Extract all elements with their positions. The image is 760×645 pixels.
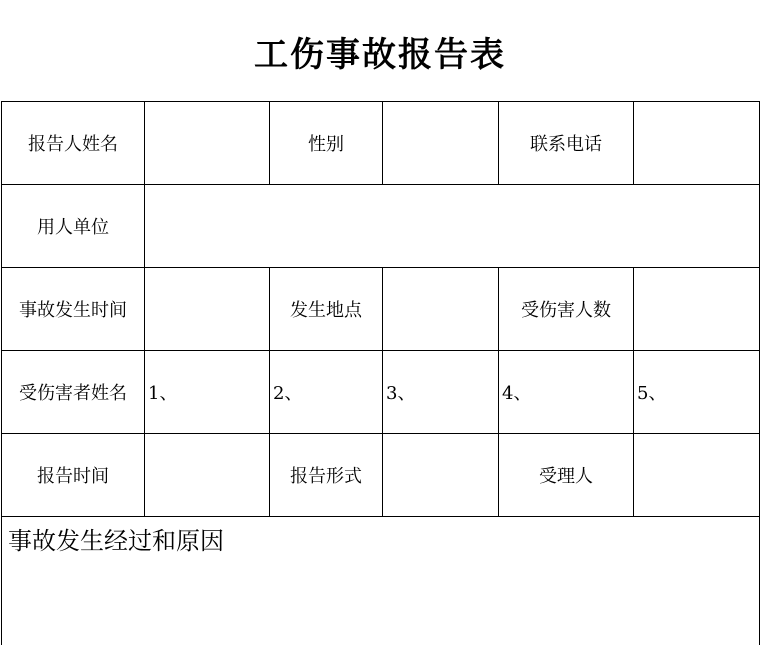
accident-row [2, 268, 760, 351]
report-form-field[interactable] [383, 434, 499, 517]
reporter-row [2, 102, 760, 185]
reason-row [2, 517, 760, 645]
gender-label: 性别 [270, 102, 383, 185]
injured-count-field[interactable] [634, 268, 760, 351]
report-time-field[interactable] [145, 434, 270, 517]
injured-names-row [2, 351, 760, 434]
accident-reason-field[interactable] [2, 517, 760, 645]
injured-names-label: 受伤害者姓名 [2, 351, 145, 434]
form-title: 工伤事故报告表 [0, 28, 760, 82]
accident-time-label: 事故发生时间 [2, 268, 145, 351]
reporter-name-field[interactable] [145, 102, 270, 185]
accident-reason-label: 事故发生经过和原因 [8, 527, 224, 555]
accident-time-field[interactable] [145, 268, 270, 351]
injured-name-field-2[interactable]: 2、 [270, 351, 383, 434]
employer-field[interactable] [145, 185, 760, 268]
accident-report-table [1, 101, 760, 645]
employer-label: 用人单位 [2, 185, 145, 268]
report-row [2, 434, 760, 517]
injured-name-field-5[interactable]: 5、 [634, 351, 760, 434]
injured-count-label: 受伤害人数 [499, 268, 634, 351]
injured-name-field-1[interactable]: 1、 [145, 351, 270, 434]
receiver-field[interactable] [634, 434, 760, 517]
receiver-label: 受理人 [499, 434, 634, 517]
phone-label: 联系电话 [499, 102, 634, 185]
accident-location-label: 发生地点 [270, 268, 383, 351]
gender-field[interactable] [383, 102, 499, 185]
employer-row [2, 185, 760, 268]
report-form-label: 报告形式 [270, 434, 383, 517]
phone-field[interactable] [634, 102, 760, 185]
injured-name-field-4[interactable]: 4、 [499, 351, 634, 434]
report-time-label: 报告时间 [2, 434, 145, 517]
accident-location-field[interactable] [383, 268, 499, 351]
injured-name-field-3[interactable]: 3、 [383, 351, 499, 434]
reporter-name-label: 报告人姓名 [2, 102, 145, 185]
